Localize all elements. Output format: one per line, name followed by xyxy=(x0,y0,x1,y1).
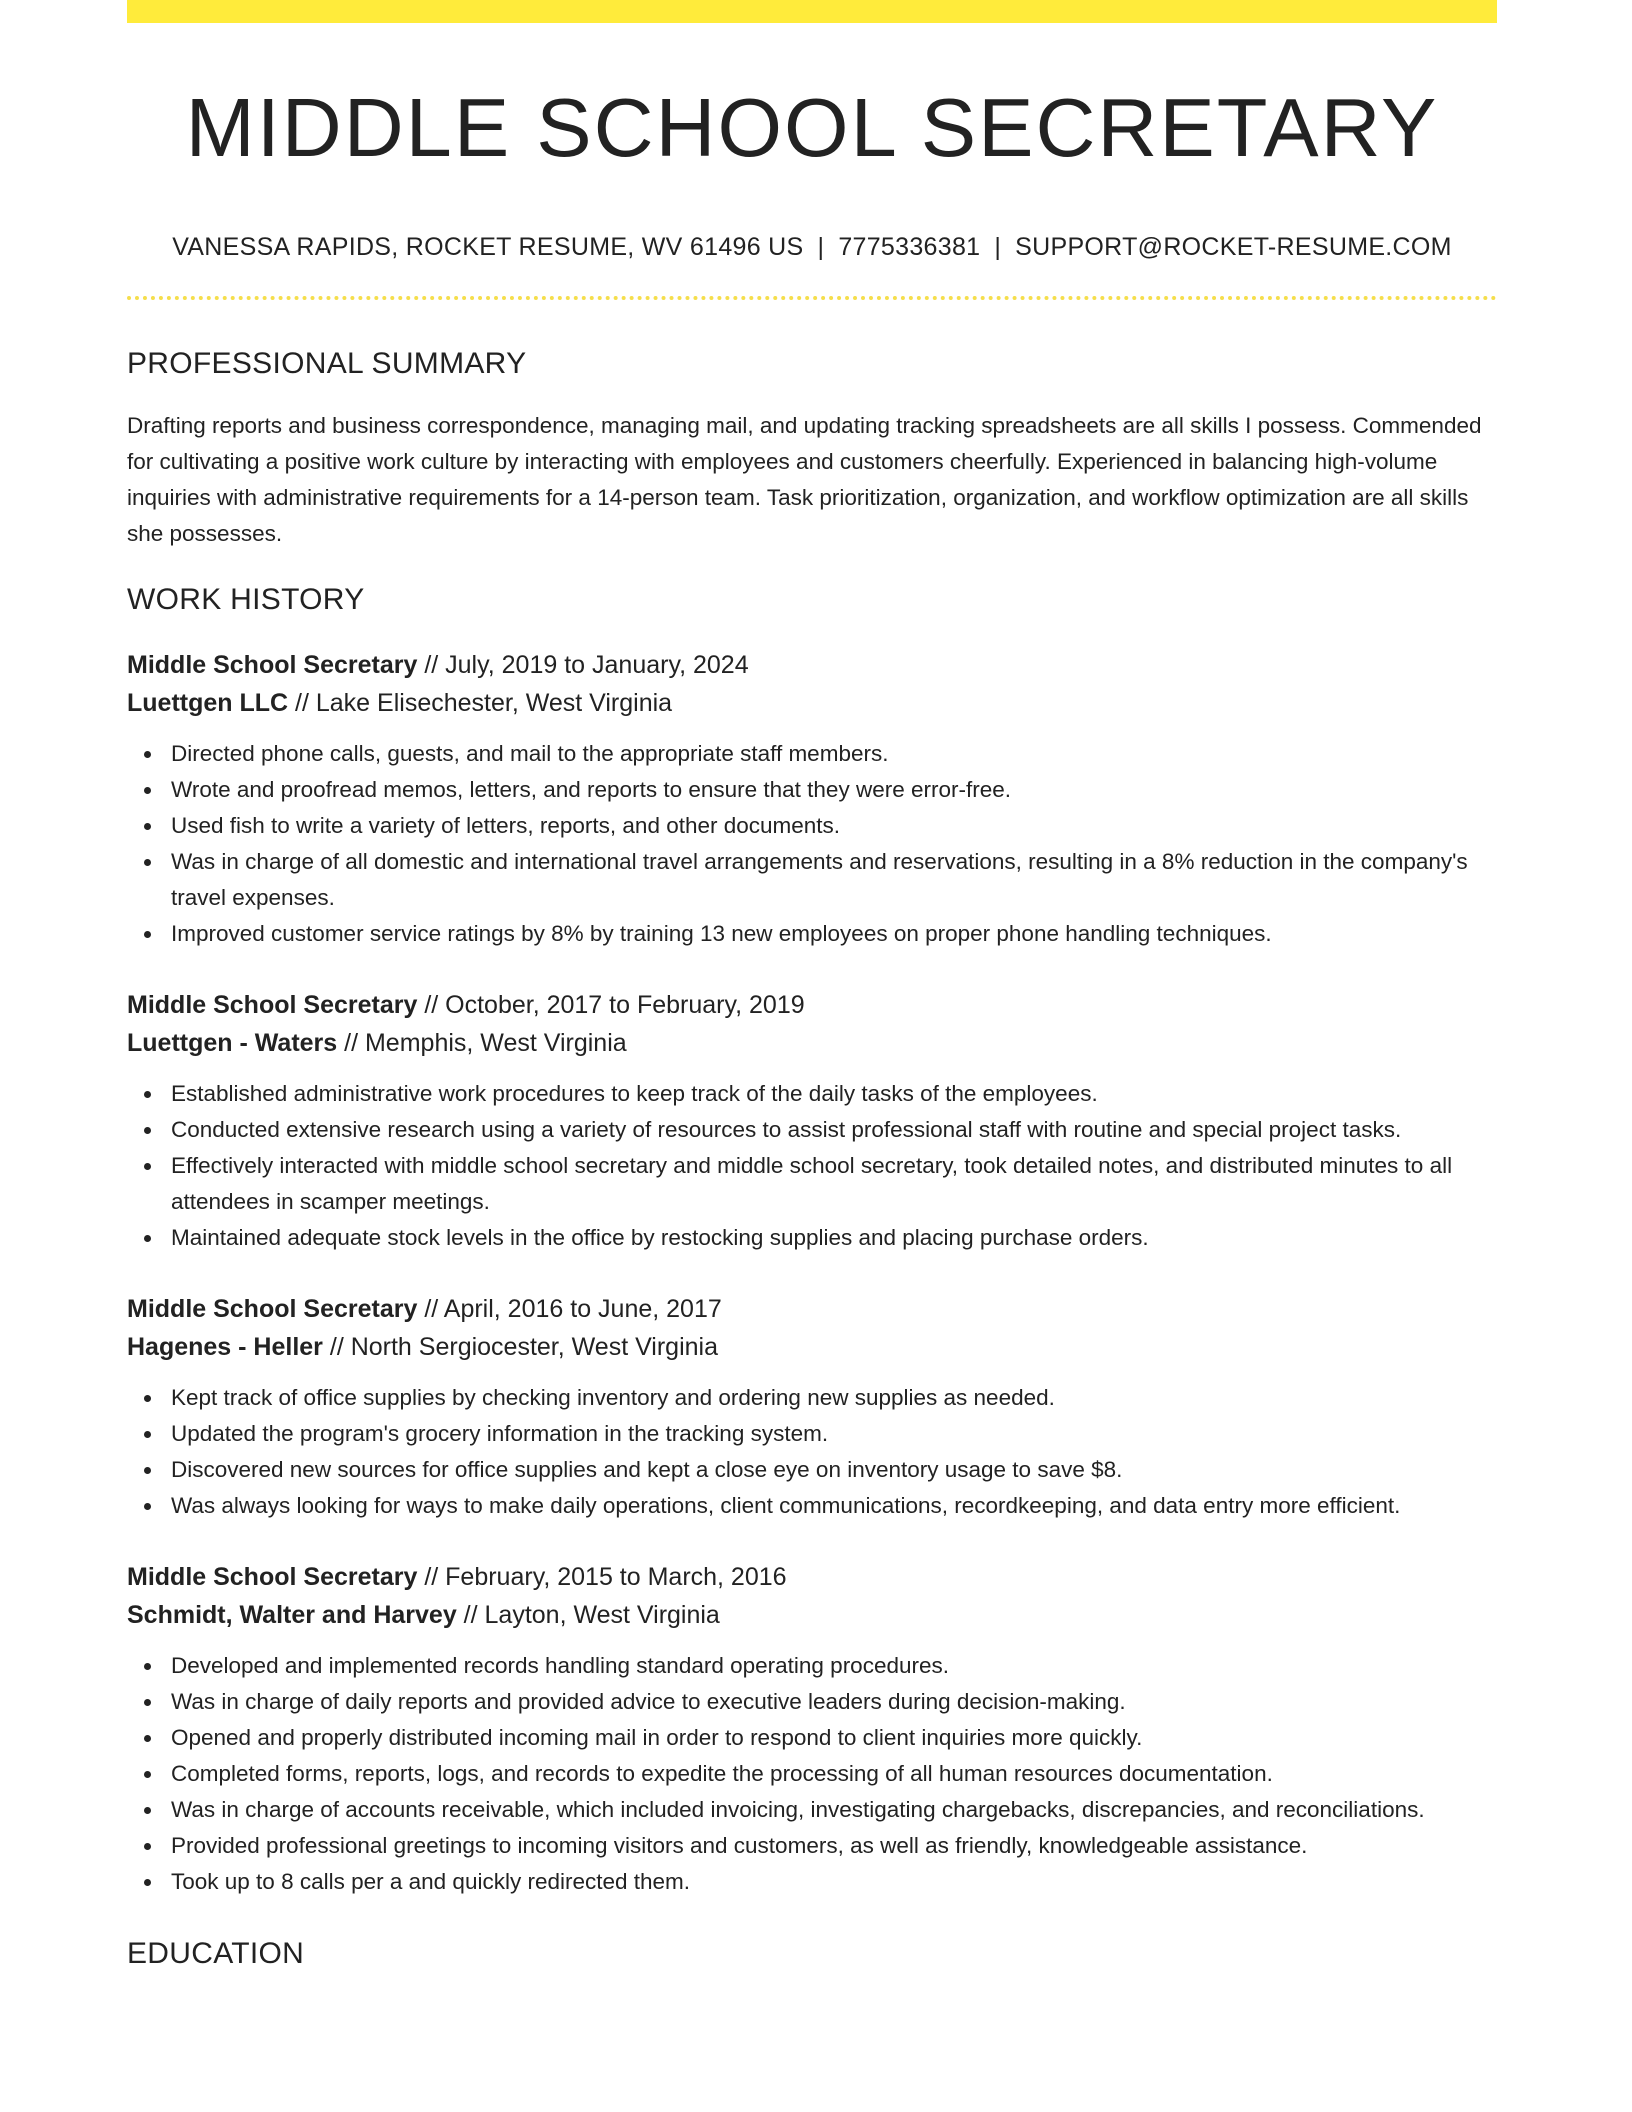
job-bullet: Was in charge of accounts receivable, which included invoicing, investigating chargebacks, discrepancies, and reconciliations. xyxy=(171,1792,1497,1828)
job-location: // Lake Elisechester, West Virginia xyxy=(288,689,673,717)
job-company: Hagenes - Heller xyxy=(127,1333,323,1361)
job-bullet: Was always looking for ways to make daily operations, client communications, recordkeeping, and data entry more efficient. xyxy=(171,1488,1497,1524)
job-title: Middle School Secretary xyxy=(127,991,418,1019)
job-entry xyxy=(127,646,1497,952)
job-bullet: Improved customer service ratings by 8% by training 13 new employees on proper phone handling techniques. xyxy=(171,916,1497,952)
contact-address: VANESSA RAPIDS, ROCKET RESUME, WV 61496 US xyxy=(172,233,804,261)
job-title: Middle School Secretary xyxy=(127,1295,418,1323)
education-heading: EDUCATION xyxy=(127,1937,305,1970)
job-title-line xyxy=(127,1558,1497,1596)
job-title: Middle School Secretary xyxy=(127,651,418,679)
job-bullets xyxy=(127,736,1497,952)
job-title: Middle School Secretary xyxy=(127,1563,418,1591)
job-bullets xyxy=(127,1380,1497,1524)
job-bullet: Discovered new sources for office supplies and kept a close eye on inventory usage to save $8. xyxy=(171,1452,1497,1488)
job-title-line xyxy=(127,986,1497,1024)
contact-separator: | xyxy=(994,233,1002,261)
job-bullet: Wrote and proofread memos, letters, and reports to ensure that they were error-free. xyxy=(171,772,1497,808)
job-location: // North Sergiocester, West Virginia xyxy=(322,1333,719,1361)
job-company-line xyxy=(127,1596,1497,1634)
job-location: // Layton, West Virginia xyxy=(456,1601,720,1629)
contact-phone: 7775336381 xyxy=(838,233,981,261)
job-bullet: Conducted extensive research using a variety of resources to assist professional staff with routine and special project tasks. xyxy=(171,1112,1497,1148)
job-company: Luettgen - Waters xyxy=(127,1029,338,1057)
job-bullet: Was in charge of all domestic and international travel arrangements and reservations, resulting in a 8% reduction in the company's travel expenses. xyxy=(171,844,1497,916)
job-dates: // July, 2019 to January, 2024 xyxy=(417,651,749,679)
job-bullets xyxy=(127,1648,1497,1900)
job-bullet: Updated the program's grocery information in the tracking system. xyxy=(171,1416,1497,1452)
job-entry xyxy=(127,1290,1497,1524)
contact-separator: | xyxy=(817,233,825,261)
contact-line xyxy=(127,232,1497,262)
job-entry xyxy=(127,986,1497,1256)
work-history-heading: WORK HISTORY xyxy=(127,583,365,616)
job-bullet: Established administrative work procedures to keep track of the daily tasks of the employees. xyxy=(171,1076,1497,1112)
job-bullet: Took up to 8 calls per a and quickly redirected them. xyxy=(171,1864,1497,1900)
job-bullet: Was in charge of daily reports and provided advice to executive leaders during decision-making. xyxy=(171,1684,1497,1720)
job-dates: // April, 2016 to June, 2017 xyxy=(417,1295,722,1323)
job-company-line xyxy=(127,1328,1497,1366)
accent-top-bar xyxy=(127,0,1497,23)
job-bullet: Provided professional greetings to incoming visitors and customers, as well as friendly, knowledgeable assistance. xyxy=(171,1828,1497,1864)
job-dates: // February, 2015 to March, 2016 xyxy=(417,1563,787,1591)
resume-page xyxy=(127,0,1497,1972)
job-bullet: Opened and properly distributed incoming mail in order to respond to client inquiries more quickly. xyxy=(171,1720,1497,1756)
job-company-line xyxy=(127,1024,1497,1062)
job-bullet: Directed phone calls, guests, and mail to the appropriate staff members. xyxy=(171,736,1497,772)
job-bullet: Maintained adequate stock levels in the office by restocking supplies and placing purchase orders. xyxy=(171,1220,1497,1256)
job-company-line xyxy=(127,684,1497,722)
job-company: Schmidt, Walter and Harvey xyxy=(127,1601,457,1629)
resume-title: MIDDLE SCHOOL SECRETARY xyxy=(185,81,1439,174)
job-title-line xyxy=(127,1290,1497,1328)
header-divider xyxy=(127,296,1497,300)
summary-heading: PROFESSIONAL SUMMARY xyxy=(127,347,527,380)
job-bullet: Developed and implemented records handling standard operating procedures. xyxy=(171,1648,1497,1684)
summary-text: Drafting reports and business correspondence, managing mail, and updating tracking spreadsheets are all skills I possess. Commended for cultivating a positive work culture by interacting with employees and customers cheerfully. Experienced in balancing high-volume inquiries with administrative requirements for a 14-person team. Task prioritization, organization, and workflow optimization are all skills she possesses. xyxy=(127,413,1482,546)
job-bullets xyxy=(127,1076,1497,1256)
job-bullet: Completed forms, reports, logs, and records to expedite the processing of all human resources documentation. xyxy=(171,1756,1497,1792)
job-bullet: Kept track of office supplies by checking inventory and ordering new supplies as needed. xyxy=(171,1380,1497,1416)
job-title-line xyxy=(127,646,1497,684)
job-entry xyxy=(127,1558,1497,1900)
job-company: Luettgen LLC xyxy=(127,689,289,717)
job-bullet: Used fish to write a variety of letters, reports, and other documents. xyxy=(171,808,1497,844)
contact-email: SUPPORT@ROCKET-RESUME.COM xyxy=(1015,233,1452,261)
job-location: // Memphis, West Virginia xyxy=(337,1029,627,1057)
job-dates: // October, 2017 to February, 2019 xyxy=(417,991,805,1019)
job-bullet: Effectively interacted with middle school secretary and middle school secretary, took detailed notes, and distributed minutes to all attendees in scamper meetings. xyxy=(171,1148,1497,1220)
work-history-list xyxy=(127,646,1497,1900)
